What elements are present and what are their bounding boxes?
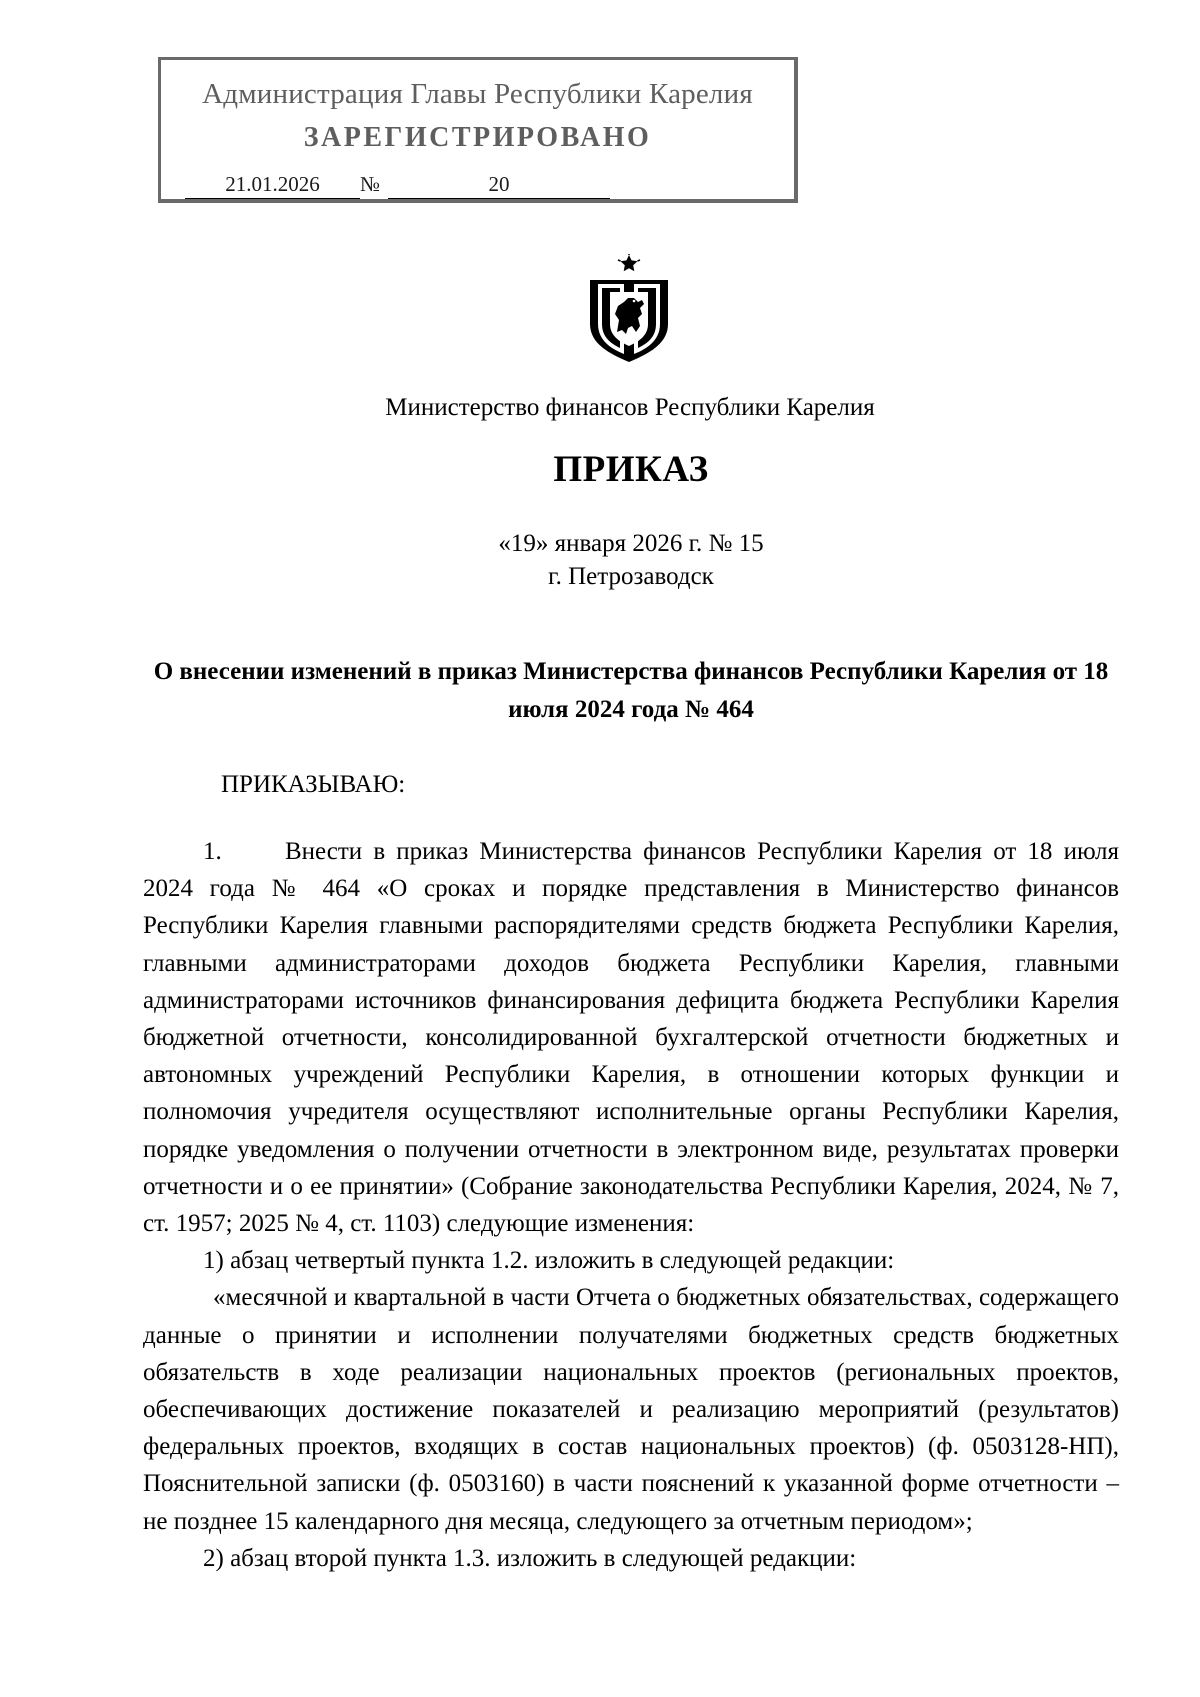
item-1-paragraph [143, 833, 1119, 1242]
stamp-number-label: № [360, 172, 381, 196]
subitem-1: 1) абзац четвертый пункта 1.2. изложить в следующей редакции: [203, 1247, 895, 1275]
order-body [143, 833, 1119, 1577]
item-1-number: 1. [203, 838, 222, 865]
quoted-text-1: «месячной и квартальной в части Отчета о бюджетных обязательствах, содержащего данные о принятии и исполнении получателями бюджетных средств бюджетных обязательств в ходе реализации национальных проектов (региональных проектов, обеспечивающих достижение показателей и реализацию мероприятий (результатов) федеральных проектов, входящих в состав национальных проектов) (ф. 0503128-НП), Пояснительной записки (ф. 0503160) в части пояснений к указанной форме отчетности – не позднее 15 календарного дня месяца, следующего за отчетным периодом»; [143, 1284, 1119, 1535]
stamp-date: 21.01.2026 [185, 172, 360, 199]
decree-heading: ПРИКАЗЫВАЮ: [221, 771, 406, 798]
document-title: ПРИКАЗ [553, 449, 709, 490]
stamp-status: ЗАРЕГИСТРИРОВАНО [303, 122, 652, 153]
stamp-number: 20 [388, 172, 610, 199]
order-date-line: «19» января 2026 г. № 15 [498, 530, 764, 557]
order-subject: О внесении изменений в приказ Министерства финансов Республики Карелия от 18 июля 2024 года № 464 [153, 658, 1109, 723]
subitem-2: 2) абзац второй пункта 1.3. изложить в следующей редакции: [203, 1544, 857, 1572]
stamp-organization: Администрация Главы Республики Карелия [202, 78, 753, 110]
order-city: г. Петрозаводск [548, 563, 714, 590]
ministry-name: Министерство финансов Республики Карелия [385, 394, 875, 421]
karelia-coat-of-arms-icon [584, 254, 674, 364]
item-1-text: Внести в приказ Министерства финансов Республики Карелия от 18 июля 2024 года № 464 «О сроках и порядке представления в Министерство финансов Республики Карелия главными распорядителями средств бюджета Республики Карелия, главными администраторами доходов бюджета Республики Карелия, главными администраторами источников финансирования дефицита бюджета Республики Карелия бюджетной отчетности, консолидированной бухгалтерской отчетности бюджетных и автономных учреждений Республики Карелия, в отношении которых функции и полномочия учредителя осуществляют исполнительные органы Республики Карелия, порядке уведомления о получении отчетности в электронном виде, результатах проверки отчетности и о ее принятии» (Собрание законодательства Республики Карелия, 2024, № 7, ст. 1957; 2025 № 4, ст. 1103) следующие изменения: [143, 838, 1119, 1238]
